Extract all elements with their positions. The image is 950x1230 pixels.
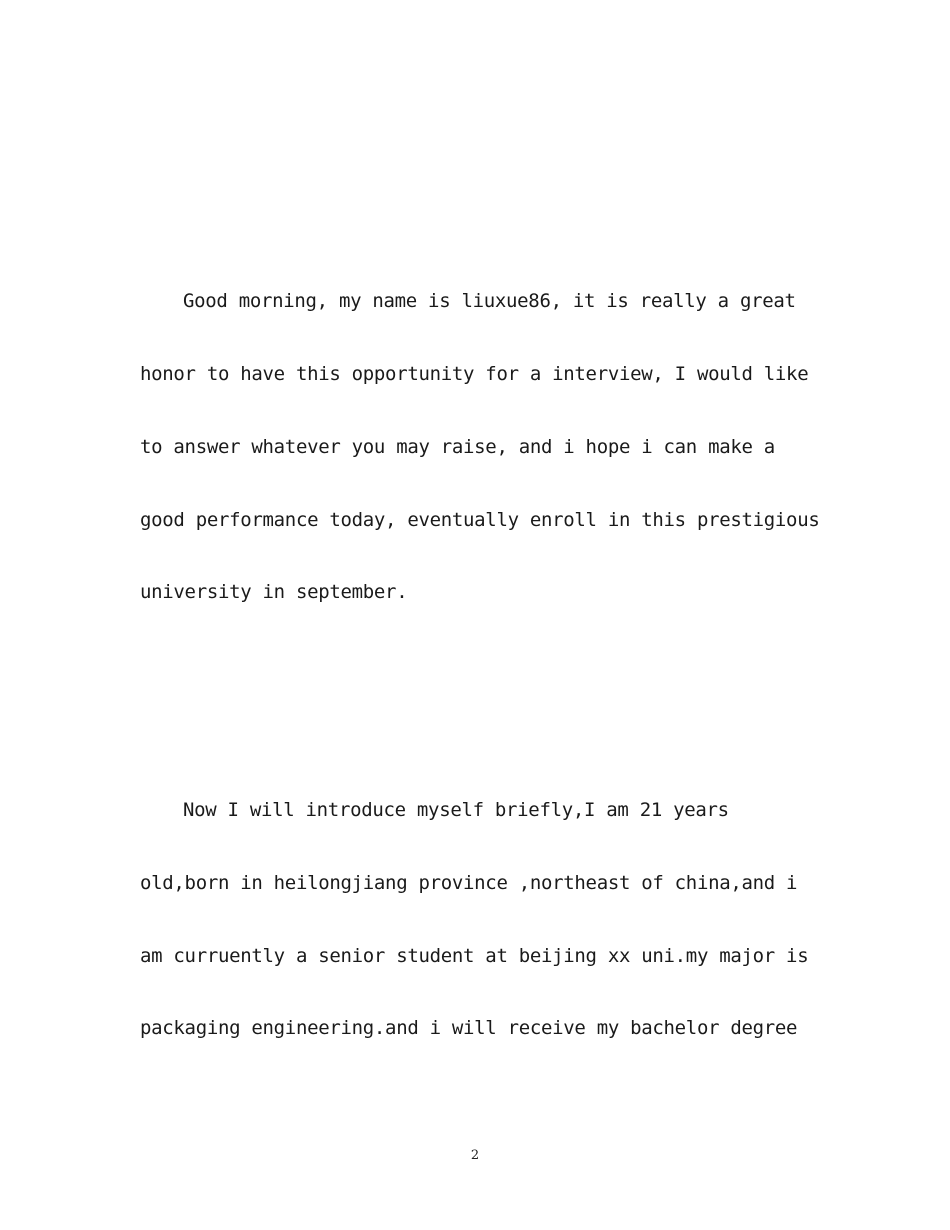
text-line: am curruently a senior student at beijing xx uni.my major is: [140, 945, 809, 967]
text-line: old,born in heilongjiang province ,northeast of china,and i: [140, 872, 798, 894]
text-line: Now I will introduce myself briefly,I am 21 years: [183, 799, 729, 821]
text-line: university in september.: [140, 581, 408, 603]
text-line: packaging engineering.and i will receive my bachelor degree: [140, 1017, 798, 1039]
text-line: to answer whatever you may raise, and i hope i can make a: [140, 436, 775, 458]
text-line: Good morning, my name is liuxue86, it is really a great: [183, 290, 796, 312]
text-line: honor to have this opportunity for a interview, I would like: [140, 363, 809, 385]
text-line: good performance today, eventually enroll in this prestigious: [140, 509, 820, 531]
page-number: 2: [470, 1148, 480, 1163]
